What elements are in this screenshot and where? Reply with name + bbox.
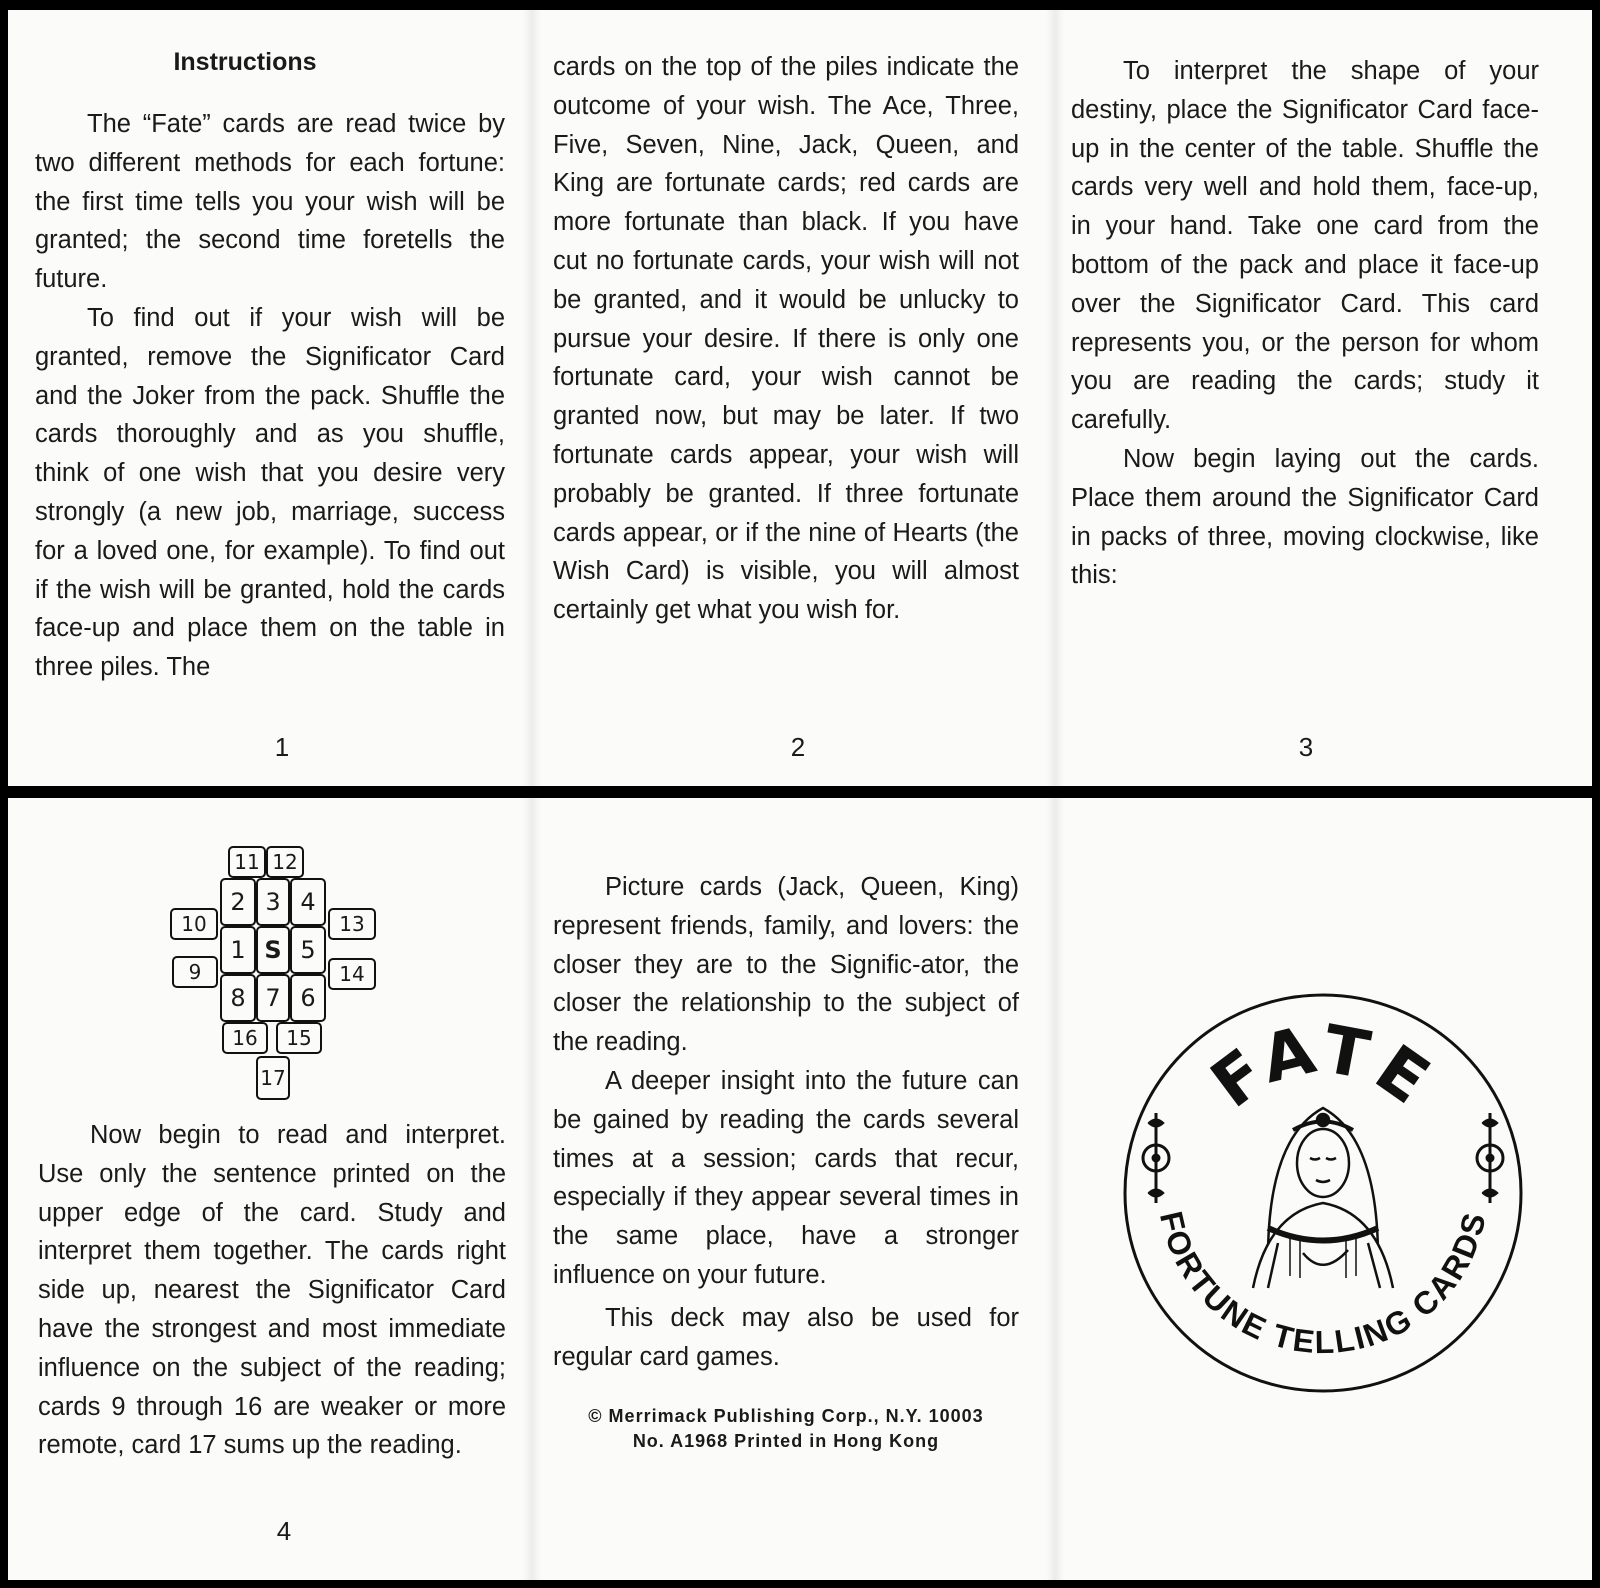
layout-cell-2: 2 bbox=[220, 878, 256, 926]
panel5-paragraph-2: A deeper insight into the future can be gained by reading the cards several times at a session; cards that recur, especially if they appear several times in the same place, have a stronger influence on your future. bbox=[553, 1066, 1019, 1289]
layout-cell-8: 8 bbox=[220, 974, 256, 1022]
page-number-4: 4 bbox=[276, 1516, 292, 1546]
layout-cell-17: 17 bbox=[256, 1056, 290, 1100]
layout-cell-7: 7 bbox=[256, 974, 290, 1022]
panel5-paragraph-1: Picture cards (Jack, Queen, King) represent friends, family, and lovers: the closer they are to the Signific-ator, the closer the relationship to the subject of the reading. bbox=[553, 873, 1019, 1057]
layout-cell-12: 12 bbox=[266, 846, 304, 878]
layout-cell-13: 13 bbox=[328, 908, 376, 940]
page-number-3: 3 bbox=[1298, 732, 1314, 762]
left-ornament-icon bbox=[1143, 1113, 1169, 1203]
layout-cell-9: 9 bbox=[172, 956, 218, 988]
panel1-paragraph-2: To find out if your wish will be granted, remove the Significator Card and the Joker from the pack. Shuffle the cards thoroughly and as you shuffle, think of one wish that you desire very strongly (a new job, marriage, success for a loved one, for example). To find out if the wish will be granted, hold the cards face-up and place them on the table in three piles. The bbox=[35, 303, 505, 682]
layout-cell-1: 1 bbox=[220, 926, 256, 974]
logo-title: FATE bbox=[1197, 1010, 1448, 1123]
layout-cell-15: 15 bbox=[276, 1022, 322, 1054]
panel-4 bbox=[38, 1116, 506, 1465]
fate-logo bbox=[1118, 988, 1528, 1398]
fold-line bbox=[523, 798, 541, 1580]
panel3-paragraph-1: To interpret the shape of your destiny, place the Significator Card face-up in the center of the table. Shuffle the cards very well and hold them, face-up, in your hand. Take one card from the bottom of the pack and place it face-up over the Significator Card. This card represents you, or the person for whom you are reading the cards; study it carefully. bbox=[1071, 57, 1539, 435]
panel1-paragraph-1: The “Fate” cards are read twice by two different methods for each fortune: the first time tells you your wish will be granted; the second time foretells the future. bbox=[35, 110, 505, 294]
layout-cell-4: 4 bbox=[290, 878, 326, 926]
instructions-heading: Instructions bbox=[173, 48, 317, 76]
page-number-2: 2 bbox=[790, 732, 806, 762]
card-layout-diagram bbox=[170, 846, 390, 1106]
layout-cell-3: 3 bbox=[256, 878, 290, 926]
fold-line bbox=[1046, 798, 1064, 1580]
panel4-paragraph-1: Now begin to read and interpret. Use only the sentence printed on the upper edge of the card. Study and interpret them together. The cards right side up, nearest the Significator Card have the strongest and most immediate influence on the subject of the reading; cards 9 through 16 are weaker or more remote, card 17 sums up the reading. bbox=[38, 1121, 506, 1460]
panel-2 bbox=[553, 48, 1019, 630]
layout-cell-14: 14 bbox=[328, 958, 376, 990]
right-ornament-icon bbox=[1477, 1113, 1503, 1203]
panel5-paragraph-3: This deck may also be used for regular card games. bbox=[553, 1303, 1019, 1371]
layout-cell-significator: S bbox=[256, 926, 290, 974]
fortune-teller-icon bbox=[1253, 1108, 1393, 1288]
top-sheet bbox=[8, 10, 1592, 786]
fold-line bbox=[523, 10, 541, 786]
panel2-paragraph-1: cards on the top of the piles indicate the outcome of your wish. The Ace, Three, Five, Seven, Nine, Jack, Queen, and King are fortunate cards; red cards are more fortunate than black. If you have cut no fortunate cards, your wish will not be granted, and it would be unlucky to pursue your desire. If there is only one fortunate card, your wish cannot be granted now, but may be later. If two fortunate cards appear, your wish will probably be granted. If three fortunate cards appear, or if the nine of Hearts (the Wish Card) is visible, you will almost certainly get what you wish for. bbox=[553, 53, 1019, 625]
panel-5 bbox=[553, 868, 1019, 1454]
layout-cell-5: 5 bbox=[290, 926, 326, 974]
copyright-line-1: © Merrimack Publishing Corp., N.Y. 10003 bbox=[588, 1406, 984, 1427]
fold-line bbox=[1046, 10, 1064, 786]
panel-3 bbox=[1071, 52, 1539, 595]
layout-cell-16: 16 bbox=[222, 1022, 268, 1054]
page-number-1: 1 bbox=[274, 732, 290, 762]
panel-1 bbox=[35, 48, 505, 687]
bottom-sheet bbox=[8, 798, 1592, 1580]
copyright-line-2: No. A1968 Printed in Hong Kong bbox=[632, 1431, 940, 1452]
layout-cell-10: 10 bbox=[170, 908, 218, 940]
panel3-paragraph-2: Now begin laying out the cards. Place them around the Significator Card in packs of three, moving clockwise, like this: bbox=[1071, 444, 1539, 590]
layout-cell-6: 6 bbox=[290, 974, 326, 1022]
layout-cell-11: 11 bbox=[228, 846, 266, 878]
logo-subtitle: FORTUNE TELLING CARDS bbox=[1152, 1207, 1494, 1361]
